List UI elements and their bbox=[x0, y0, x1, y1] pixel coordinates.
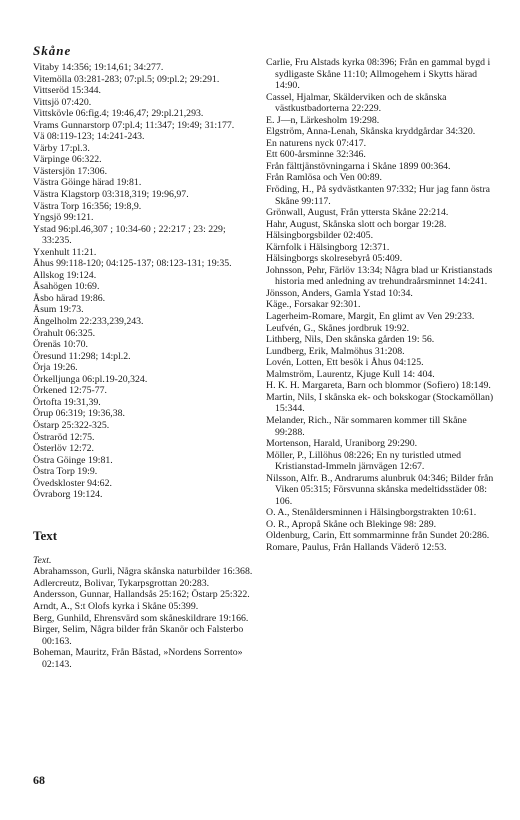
right-column bbox=[266, 57, 498, 554]
index-entry: Västra Torp 16:356; 19:8,9. bbox=[33, 200, 142, 212]
index-entry: E. J—n, Lärkesholm 19:298. bbox=[266, 114, 380, 126]
index-entry: Lovén, Lotten, Ett besök i Åhus 04:125. bbox=[266, 357, 424, 369]
index-entry: Från Ramlösa och Ven 00:89. bbox=[266, 172, 383, 184]
index-entry: Käge., Forsakar 92:301. bbox=[266, 299, 361, 311]
place-index-list bbox=[33, 62, 256, 501]
author-index-list bbox=[33, 566, 256, 670]
index-entry: Möller, P., Lillöhus 08:226; En ny turistled utmed Kristianstad-Immeln järnvägen 12:67. bbox=[266, 449, 461, 473]
index-entry: Nilsson, Alfr. B., Andrarums alunbruk 04:346; Bilder från Viken 05:315; Försvunna skånska medeltidsstäder 08: 106. bbox=[266, 472, 494, 507]
index-entry: Andersson, Gunnar, Hallandsås 25:162; Östarp 25:322. bbox=[33, 589, 250, 601]
index-entry: Lagerheim-Romare, Margit, En glimt av Ven 29:233. bbox=[266, 311, 475, 323]
index-entry: Vitemölla 03:281-283; 07:pl.5; 09:pl.2; 29:291. bbox=[33, 73, 220, 85]
index-entry: Yngsjö 99:121. bbox=[33, 212, 94, 224]
index-entry: En naturens nyck 07:417. bbox=[266, 137, 367, 149]
index-entry: Örtofta 19:31,39. bbox=[33, 396, 101, 408]
index-entry: Örup 06:319; 19:36,38. bbox=[33, 408, 125, 420]
index-entry: Vittsjö 07:420. bbox=[33, 96, 92, 108]
section-title-skane: Skåne bbox=[33, 43, 72, 58]
index-entry: Malmström, Laurentz, Kjuge Kull 14: 404. bbox=[266, 368, 435, 380]
index-entry: Östarp 25:322-325. bbox=[33, 419, 110, 431]
index-entry: Mortenson, Harald, Uraniborg 29:290. bbox=[266, 438, 418, 450]
index-entry: Västra Göinge härad 19:81. bbox=[33, 177, 142, 189]
index-entry: Ängelholm 22:233,239,243. bbox=[33, 316, 144, 328]
index-entry: Åhus 99:118-120; 04:125-137; 08:123-131; 19:35. bbox=[33, 258, 232, 270]
index-entry: Åsbo härad 19:86. bbox=[33, 292, 106, 304]
index-entry: Abrahamsson, Gurli, Några skånska naturbilder 16:368. bbox=[33, 566, 253, 578]
index-entry: Johnsson, Pehr, Färlöv 13:34; Några blad ur Kristianstads historia med anledning av trehundraårsminnet 14:241. bbox=[266, 264, 493, 288]
index-entry: Birger, Selim, Några bilder från Skanör och Falsterbo 00:163. bbox=[33, 624, 244, 647]
index-entry: Övedskloster 94:62. bbox=[33, 477, 112, 489]
index-entry: Cassel, Hjalmar, Skälderviken och de skånska västkustbadorterna 22:229. bbox=[266, 91, 447, 115]
section-title-text: Text bbox=[33, 527, 58, 543]
author-index-list-continued bbox=[266, 57, 498, 554]
index-entry: Östra Göinge 19:81. bbox=[33, 454, 113, 466]
index-entry: Värpinge 06:322. bbox=[33, 154, 102, 166]
index-entry: Vitaby 14:356; 19:14,61; 34:277. bbox=[33, 62, 164, 73]
index-entry: Martin, Nils, I skånska ek- och bokskogar (Stockamöllan) 15:344. bbox=[266, 391, 494, 415]
index-entry: Åsahögen 10:69. bbox=[33, 281, 100, 293]
index-entry: Örahult 06:325. bbox=[33, 327, 96, 339]
index-entry: Vittskövle 06:fig.4; 19:46,47; 29:pl.21,293. bbox=[33, 108, 204, 120]
sub-title-text: Text. bbox=[33, 554, 52, 566]
left-column bbox=[33, 44, 256, 670]
index-entry: O. R., Apropå Skåne och Blekinge 98: 289. bbox=[266, 518, 437, 530]
index-entry: Vä 08:119-123; 14:241-243. bbox=[33, 131, 145, 143]
index-entry: Från fälttjänstövningarna i Skåne 1899 00:364. bbox=[266, 160, 451, 172]
index-entry: Elgström, Anna-Lenah, Skånska kryddgårdar 34:320. bbox=[266, 126, 476, 138]
index-entry: Yxenhult 11:21. bbox=[33, 246, 97, 258]
index-entry: Adlercreutz, Bolivar, Tykarpsgrottan 20:283. bbox=[33, 577, 210, 589]
page-number: 68 bbox=[33, 773, 45, 787]
index-entry: Öresund 11:298; 14:pl.2. bbox=[33, 350, 131, 362]
index-entry: Örja 19:26. bbox=[33, 362, 78, 374]
index-entry: Leufvén, G., Skånes jordbruk 19:92. bbox=[266, 322, 410, 334]
index-entry: Grönwall, August, Från yttersta Skåne 22:214. bbox=[266, 207, 449, 219]
index-entry: Lithberg, Nils, Den skånska gården 19: 56. bbox=[266, 334, 435, 346]
index-entry: Carlie, Fru Alstads kyrka 08:396; Från en gammal bygd i sydligaste Skåne 11:10; Allmogehem i Skytts härad 14:90. bbox=[266, 57, 491, 92]
index-entry: Värby 17:pl.3. bbox=[33, 142, 90, 154]
index-entry: Åsum 19:73. bbox=[33, 304, 84, 316]
index-entry: Berg, Gunhild, Ehrensvärd som skåneskildrare 19:166. bbox=[33, 612, 249, 624]
index-entry: Lundberg, Erik, Malmöhus 31:208. bbox=[266, 345, 405, 357]
index-entry: Boheman, Mauritz, Från Båstad, »Nordens Sorrento» 02:143. bbox=[33, 647, 243, 670]
index-entry: O. A., Stenåldersminnen i Hälsingborgstrakten 10:61. bbox=[266, 507, 477, 519]
index-entry: Österlöv 12:72. bbox=[33, 443, 94, 455]
index-entry: Övraborg 19:124. bbox=[33, 489, 103, 501]
index-entry: Hahr, August, Skånska slott och borgar 19:28. bbox=[266, 218, 447, 230]
index-entry: Östraröd 12:75. bbox=[33, 431, 95, 443]
index-entry: Vrams Gunnarstorp 07:pl.4; 11:347; 19:49; 31:177. bbox=[33, 119, 235, 131]
index-entry: Örkened 12:75-77. bbox=[33, 385, 108, 397]
index-entry: Melander, Rich., När sommaren kommer till Skåne 99:288. bbox=[266, 414, 467, 438]
index-entry: Vittseröd 15:344. bbox=[33, 85, 101, 97]
index-entry: Örenäs 10:70. bbox=[33, 339, 88, 351]
index-entry: Ystad 96:pl.46,307 ; 10:34-60 ; 22:217 ; 23: 229; 33:235. bbox=[33, 223, 226, 247]
index-entry: Västersjön 17:306. bbox=[33, 165, 108, 177]
index-entry: Oldenburg, Carin, Ett sommarminne från Sundet 20:286. bbox=[266, 530, 490, 542]
index-entry: Östra Torp 19:9. bbox=[33, 466, 98, 478]
index-entry: Västra Klagstorp 03:318,319; 19:96,97. bbox=[33, 189, 189, 201]
section-spacer bbox=[33, 501, 256, 529]
index-entry: Allskog 19:124. bbox=[33, 269, 97, 281]
index-entry: H. K. H. Margareta, Barn och blommor (Sofiero) 18:149. bbox=[266, 380, 491, 392]
index-entry: Romare, Paulus, Från Hallands Väderö 12:53. bbox=[266, 541, 447, 553]
index-entry: Hälsingborgs skolresebyrå 05:409. bbox=[266, 253, 403, 265]
index-entry: Hälsingborgsbilder 02:405. bbox=[266, 230, 374, 242]
index-entry: Ett 600-årsminne 32:346. bbox=[266, 149, 366, 161]
index-entry: Jönsson, Anders, Gamla Ystad 10:34. bbox=[266, 287, 413, 299]
index-entry: Fröding, H., På sydvästkanten 97:332; Hur jag fann östra Skåne 99:117. bbox=[266, 184, 490, 207]
index-entry: Kärnfolk i Hälsingborg 12:371. bbox=[266, 241, 390, 253]
index-entry: Örkelljunga 06:pl.19-20,324. bbox=[33, 373, 148, 385]
index-entry: Arndt, A., S:t Olofs kyrka i Skåne 05:399. bbox=[33, 600, 199, 612]
